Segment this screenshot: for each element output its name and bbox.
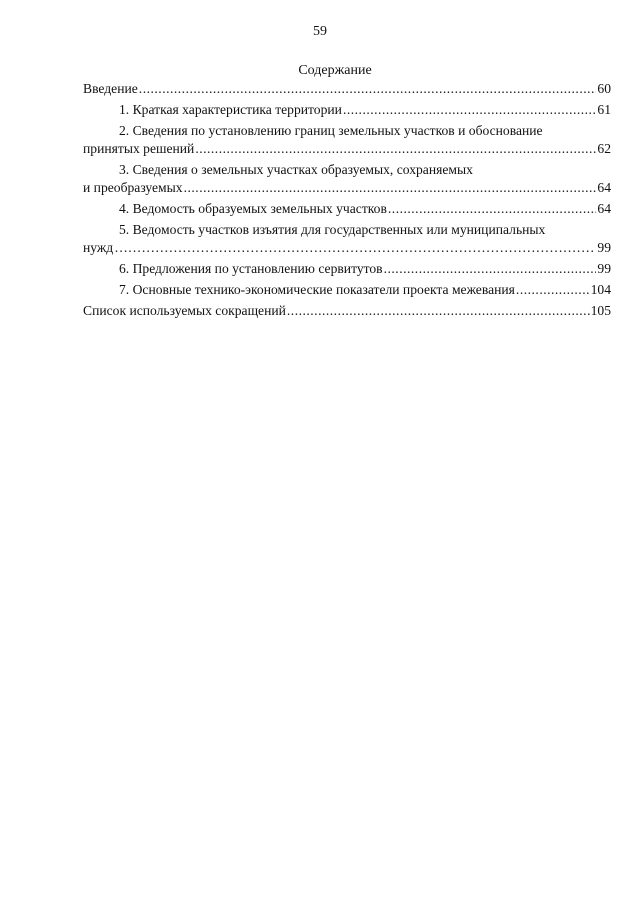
dot-leader bbox=[384, 260, 597, 278]
toc-entry-section-3[interactable] bbox=[83, 161, 611, 197]
toc-entry-text-line-1: 3. Сведения о земельных участках образуемых, сохраняемых bbox=[119, 162, 473, 177]
table-of-contents bbox=[83, 80, 611, 320]
toc-entry-page: 99 bbox=[597, 261, 611, 276]
toc-entry-page: 104 bbox=[590, 282, 611, 297]
toc-entry-text: нужд bbox=[83, 240, 114, 255]
toc-entry-text: принятых решений bbox=[83, 141, 195, 156]
toc-entry-section-1[interactable] bbox=[83, 101, 611, 119]
dot-leader bbox=[184, 179, 597, 197]
toc-entry-section-4[interactable] bbox=[83, 200, 611, 218]
toc-entry-text: 4. Ведомость образуемых земельных участков bbox=[119, 201, 387, 216]
toc-entry-introduction[interactable] bbox=[83, 80, 611, 98]
toc-entry-page: 105 bbox=[590, 303, 611, 318]
toc-entry-page: 99 bbox=[597, 240, 611, 255]
dot-leader bbox=[114, 239, 596, 257]
dot-leader bbox=[388, 200, 597, 218]
toc-title: Содержание bbox=[298, 63, 372, 78]
toc-entry-text: и преобразуемых bbox=[83, 180, 183, 195]
toc-entry-line-2 bbox=[83, 239, 611, 257]
dot-leader bbox=[139, 80, 597, 98]
toc-entry-page: 64 bbox=[597, 201, 611, 216]
toc-entry-page: 61 bbox=[597, 102, 611, 117]
toc-entry-section-7[interactable] bbox=[83, 281, 611, 299]
dot-leader bbox=[516, 281, 590, 299]
toc-entry-text-line-1: 2. Сведения по установлению границ земельных участков и обоснование bbox=[119, 123, 543, 138]
toc-entry-page: 62 bbox=[597, 141, 611, 156]
toc-entry-section-2[interactable] bbox=[83, 122, 611, 158]
toc-entry-text-line-1: 5. Ведомость участков изъятия для государственных или муниципальных bbox=[119, 222, 546, 237]
dot-leader bbox=[195, 140, 596, 158]
toc-entry-text: 6. Предложения по установлению сервитутов bbox=[119, 261, 383, 276]
toc-entry-line-2 bbox=[83, 140, 611, 158]
toc-entry-abbreviations[interactable] bbox=[83, 302, 611, 320]
toc-entry-text: Список используемых сокращений bbox=[83, 303, 286, 318]
toc-entry-text: Введение bbox=[83, 81, 138, 96]
toc-entry-page: 60 bbox=[597, 81, 611, 96]
toc-entry-section-6[interactable] bbox=[83, 260, 611, 278]
toc-entry-page: 64 bbox=[597, 180, 611, 195]
dot-leader bbox=[287, 302, 590, 320]
toc-entry-text: 1. Краткая характеристика территории bbox=[119, 102, 342, 117]
toc-entry-line-2 bbox=[83, 179, 611, 197]
page-number: 59 bbox=[313, 24, 327, 39]
dot-leader bbox=[343, 101, 596, 119]
toc-entry-section-5[interactable] bbox=[83, 221, 611, 257]
toc-entry-text: 7. Основные технико-экономические показатели проекта межевания bbox=[119, 282, 515, 297]
